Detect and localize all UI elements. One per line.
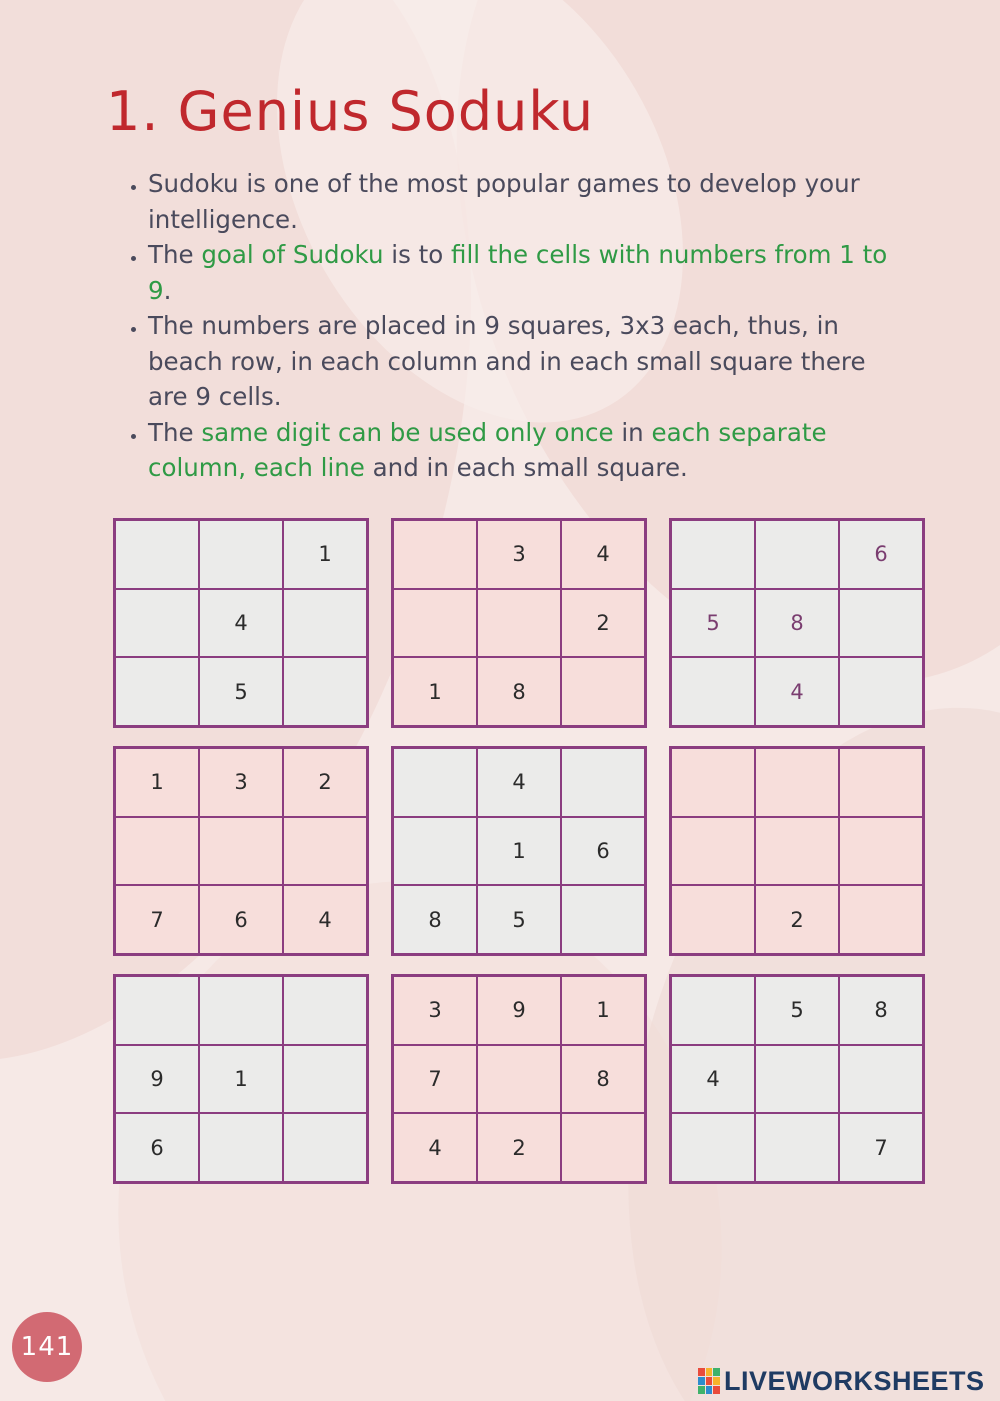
sudoku-cell-empty[interactable] xyxy=(393,817,477,886)
instruction-text: The xyxy=(148,417,202,447)
sudoku-cell-empty[interactable] xyxy=(115,657,199,726)
sudoku-cell-empty[interactable] xyxy=(561,1113,645,1182)
sudoku-cell-given: 2 xyxy=(477,1113,561,1182)
sudoku-cell-given: 1 xyxy=(561,976,645,1045)
sudoku-cell-empty[interactable] xyxy=(671,1113,755,1182)
sudoku-cell-given: 1 xyxy=(283,520,367,589)
sudoku-cell-empty[interactable] xyxy=(839,748,923,817)
sudoku-cell-given: 1 xyxy=(199,1045,283,1114)
logo-icon xyxy=(698,1368,720,1394)
page-number: 141 xyxy=(20,1332,74,1362)
sudoku-cell-given: 6 xyxy=(199,885,283,954)
sudoku-cell-empty[interactable] xyxy=(283,976,367,1045)
sudoku-cell-given: 8 xyxy=(755,589,839,658)
sudoku-box xyxy=(113,974,369,1184)
sudoku-cell-empty[interactable] xyxy=(671,520,755,589)
sudoku-cell-given: 4 xyxy=(199,589,283,658)
page-title: 1. Genius Soduku xyxy=(106,80,595,143)
sudoku-cell-given: 6 xyxy=(839,520,923,589)
sudoku-cell-empty[interactable] xyxy=(839,589,923,658)
sudoku-cell-given: 1 xyxy=(477,817,561,886)
sudoku-cell-empty[interactable] xyxy=(283,657,367,726)
sudoku-cell-given: 4 xyxy=(671,1045,755,1114)
sudoku-cell-empty[interactable] xyxy=(283,1113,367,1182)
sudoku-cell-empty[interactable] xyxy=(115,589,199,658)
sudoku-box xyxy=(391,746,647,956)
sudoku-cell-empty[interactable] xyxy=(839,1045,923,1114)
sudoku-cell-given: 4 xyxy=(755,657,839,726)
sudoku-cell-empty[interactable] xyxy=(283,1045,367,1114)
sudoku-cell-given: 3 xyxy=(199,748,283,817)
sudoku-cell-empty[interactable] xyxy=(393,520,477,589)
sudoku-cell-given: 4 xyxy=(477,748,561,817)
sudoku-cell-empty[interactable] xyxy=(839,817,923,886)
sudoku-cell-empty[interactable] xyxy=(477,1045,561,1114)
sudoku-cell-given: 9 xyxy=(477,976,561,1045)
sudoku-cell-empty[interactable] xyxy=(199,520,283,589)
sudoku-cell-empty[interactable] xyxy=(755,748,839,817)
sudoku-cell-empty[interactable] xyxy=(199,817,283,886)
sudoku-cell-given: 6 xyxy=(115,1113,199,1182)
highlighted-text: same digit can be used only once xyxy=(201,417,614,447)
sudoku-cell-given: 5 xyxy=(755,976,839,1045)
sudoku-cell-empty[interactable] xyxy=(115,520,199,589)
sudoku-cell-empty[interactable] xyxy=(755,817,839,886)
sudoku-cell-empty[interactable] xyxy=(671,657,755,726)
sudoku-cell-empty[interactable] xyxy=(755,1045,839,1114)
instruction-text: Sudoku is one of the most popular games to develop your intelligence. xyxy=(148,169,860,234)
sudoku-box xyxy=(391,974,647,1184)
sudoku-box xyxy=(391,518,647,728)
sudoku-cell-empty[interactable] xyxy=(393,589,477,658)
instructions-list xyxy=(120,166,908,486)
sudoku-cell-empty[interactable] xyxy=(755,1113,839,1182)
sudoku-box xyxy=(113,746,369,956)
sudoku-box xyxy=(669,974,925,1184)
sudoku-cell-empty[interactable] xyxy=(671,817,755,886)
sudoku-cell-given: 5 xyxy=(199,657,283,726)
sudoku-cell-empty[interactable] xyxy=(755,520,839,589)
highlighted-text: each separate column, each line xyxy=(148,417,827,482)
instruction-item xyxy=(148,308,908,415)
sudoku-cell-given: 5 xyxy=(671,589,755,658)
instruction-text: is to xyxy=(383,240,452,269)
sudoku-box xyxy=(113,518,369,728)
sudoku-box xyxy=(669,518,925,728)
sudoku-cell-empty[interactable] xyxy=(115,817,199,886)
sudoku-cell-empty[interactable] xyxy=(199,1113,283,1182)
sudoku-cell-empty[interactable] xyxy=(199,976,283,1045)
sudoku-cell-empty[interactable] xyxy=(393,748,477,817)
sudoku-cell-given: 1 xyxy=(393,657,477,726)
page-number-badge xyxy=(12,1312,82,1382)
instruction-text: and in each small square. xyxy=(364,453,688,482)
sudoku-cell-given: 4 xyxy=(283,885,367,954)
sudoku-cell-given: 8 xyxy=(477,657,561,726)
instruction-text: The xyxy=(148,240,202,269)
sudoku-cell-given: 2 xyxy=(755,885,839,954)
sudoku-cell-given: 7 xyxy=(393,1045,477,1114)
instruction-item xyxy=(148,415,908,486)
sudoku-cell-empty[interactable] xyxy=(283,817,367,886)
sudoku-board xyxy=(113,518,925,1184)
highlighted-text: fill the cells with numbers from 1 to 9 xyxy=(148,240,888,305)
sudoku-cell-empty[interactable] xyxy=(477,589,561,658)
sudoku-cell-given: 4 xyxy=(561,520,645,589)
instruction-text: The numbers are placed in 9 squares, 3x3 each, thus, in beach row, in each column and in each small square there are 9 cells. xyxy=(148,311,866,411)
instruction-item xyxy=(148,166,908,237)
sudoku-cell-given: 6 xyxy=(561,817,645,886)
sudoku-box xyxy=(669,746,925,956)
sudoku-cell-empty[interactable] xyxy=(671,748,755,817)
instruction-text: in xyxy=(613,417,652,447)
sudoku-cell-empty[interactable] xyxy=(839,657,923,726)
sudoku-cell-given: 2 xyxy=(283,748,367,817)
sudoku-cell-given: 1 xyxy=(115,748,199,817)
sudoku-cell-given: 3 xyxy=(393,976,477,1045)
sudoku-cell-given: 4 xyxy=(393,1113,477,1182)
instruction-text: . xyxy=(163,275,172,305)
sudoku-cell-given: 8 xyxy=(561,1045,645,1114)
sudoku-cell-empty[interactable] xyxy=(671,885,755,954)
sudoku-cell-empty[interactable] xyxy=(283,589,367,658)
sudoku-cell-given: 7 xyxy=(839,1113,923,1182)
sudoku-cell-given: 8 xyxy=(393,885,477,954)
sudoku-cell-given: 2 xyxy=(561,589,645,658)
liveworksheets-logo[interactable] xyxy=(698,1364,985,1398)
sudoku-cell-given: 3 xyxy=(477,520,561,589)
sudoku-cell-empty[interactable] xyxy=(839,885,923,954)
instruction-item xyxy=(148,237,908,308)
sudoku-cell-empty[interactable] xyxy=(561,748,645,817)
sudoku-cell-given: 9 xyxy=(115,1045,199,1114)
sudoku-cell-given: 5 xyxy=(477,885,561,954)
sudoku-cell-empty[interactable] xyxy=(561,657,645,726)
logo-text: LIVEWORKSHEETS xyxy=(724,1365,985,1396)
sudoku-cell-empty[interactable] xyxy=(115,976,199,1045)
sudoku-cell-empty[interactable] xyxy=(561,885,645,954)
sudoku-cell-empty[interactable] xyxy=(671,976,755,1045)
sudoku-cell-given: 8 xyxy=(839,976,923,1045)
highlighted-text: goal of Sudoku xyxy=(201,240,384,269)
sudoku-cell-given: 7 xyxy=(115,885,199,954)
